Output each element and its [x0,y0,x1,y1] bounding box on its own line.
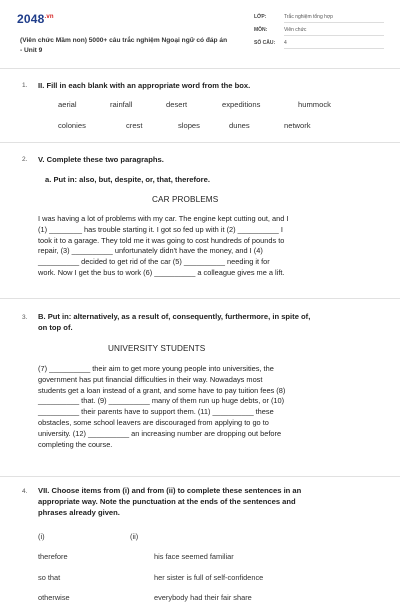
passage-line: __________ decided to get rid of the car (5) __________ needing it for [38,257,270,267]
question-title-line: phrases already given. [38,508,120,517]
column-header-ii: (ii) [130,532,139,541]
meta-row-subject [254,27,384,40]
question-title-line: VII. Choose items from (i) and from (ii) to complete these sentences in an [38,486,302,495]
document-title: (Viên chức Mầm non) 5000+ câu trắc nghiệm Ngoại ngữ có đáp án - Unit 9 [20,37,228,54]
question-number: 1. [22,82,28,89]
question-title [38,485,383,518]
question-title [38,311,383,333]
meta-value: 4 [284,40,384,49]
word-box-item: expeditions [222,100,261,109]
column-i-item: otherwise [38,593,70,602]
passage-line: __________ that. (9) __________ many of them run up huge debts, or (10) [38,396,285,406]
passage-line: (7) __________ their aim to get more young people into universities, the [38,364,274,373]
divider [0,298,400,299]
passage-line: obstacles, some school leavers are discouraged from applying to go to [38,417,269,427]
word-box-item: dunes [229,121,250,130]
question-title: V. Complete these two paragraphs. [38,155,164,164]
meta-value: Trắc nghiệm tổng hợp [284,14,384,23]
word-box-item: hummock [298,100,331,109]
column-i-item: so that [38,573,61,582]
word-box-item: aerial [58,100,77,109]
word-box-item: network [284,121,311,130]
meta-panel [254,14,384,53]
passage-line: __________ their parents have to support them. (11) __________ these [38,407,274,417]
question-title-line: on top of. [38,323,73,332]
passage-title: CAR PROBLEMS [152,195,219,204]
question-number: 4. [22,488,28,495]
question-title-line: appropriate way. Note the punctuation at the ends of the sentences and [38,497,296,506]
question-subtitle: a. Put in: also, but, despite, or, that, therefore. [45,175,210,184]
meta-row-count [254,40,384,53]
passage-text [38,364,378,450]
column-header-i: (i) [38,532,45,541]
passage-line: completing the course. [38,439,113,449]
logo-suffix: .vn [44,14,54,20]
document-header [0,0,400,64]
passage-line: work. Now I get the bus to work (6) __________ a colleague gives me a lift. [38,267,285,277]
column-i-item: therefore [38,552,68,561]
passage-line: repair, (3) __________ unfortunately didn't have the money, and I (4) [38,246,263,256]
word-box-item: rainfall [110,100,133,109]
question-number: 2. [22,156,28,163]
divider [0,68,400,69]
question-title: II. Fill in each blank with an appropriate word from the box. [38,81,251,90]
passage-text [38,214,378,279]
passage-line: (1) ________ has trouble starting it. I got so fed up with it (2) __________ I [38,224,283,234]
word-box-item: desert [166,100,188,109]
column-ii-item: his face seemed familiar [154,552,234,561]
question-number: 3. [22,314,28,321]
meta-label: LỚP: [254,14,267,20]
word-box-item: colonies [58,121,86,130]
question-title-line: B. Put in: alternatively, as a result of, consequently, furthermore, in spite of, [38,312,311,321]
meta-label: MÔN: [254,27,268,33]
column-ii-item: her sister is full of self-confidence [154,573,264,582]
meta-row-class [254,14,384,27]
passage-line: I was having a lot of problems with my car. The engine kept cutting out, and I [38,214,289,223]
meta-value: Viên chức [284,27,384,36]
site-logo[interactable] [17,12,54,26]
passage-line: students get a loan instead of a grant, and some have to pay tuition fees (8) [38,385,286,395]
passage-line: government has put financial difficulties in their way. Nowadays most [38,374,263,384]
column-ii-item: everybody had their fair share [154,593,252,602]
passage-line: university. (12) __________ an increasing number are dropping out before [38,428,282,438]
divider [0,476,400,477]
logo-text: 2048 [17,12,45,26]
divider [0,142,400,143]
word-box-item: crest [126,121,143,130]
word-box-item: slopes [178,121,200,130]
meta-label: SỐ CÂU: [254,40,276,46]
passage-line: took it to a garage. They told me it was going to cost hundreds of pounds to [38,235,285,245]
passage-title: UNIVERSITY STUDENTS [108,344,206,353]
